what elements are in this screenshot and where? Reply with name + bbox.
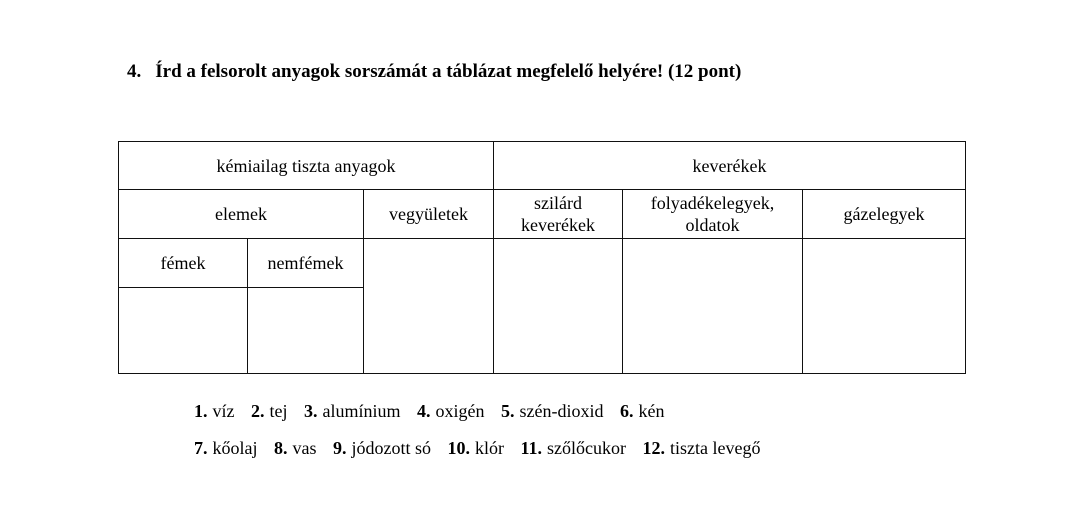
header-solid-mixtures: szilárd keverékek xyxy=(494,190,623,239)
header-compounds: vegyületek xyxy=(364,190,494,239)
substance-number: 3. xyxy=(304,401,318,421)
substance-name: klór xyxy=(475,438,504,458)
substance-item-4 xyxy=(417,401,485,421)
question-number: 4. xyxy=(127,61,142,82)
header-gas-mixtures: gázelegyek xyxy=(803,190,966,239)
substance-list-line-1 xyxy=(194,400,772,423)
substance-name: jódozott só xyxy=(351,438,431,458)
substance-item-11 xyxy=(521,438,627,458)
table-row-element-subheaders xyxy=(119,239,966,288)
substance-name: kőolaj xyxy=(212,438,258,458)
substance-number: 12. xyxy=(642,438,665,458)
substance-item-2 xyxy=(251,401,288,421)
substance-item-3 xyxy=(304,401,401,421)
substance-name: vas xyxy=(292,438,317,458)
substance-number: 8. xyxy=(274,438,288,458)
substance-name: alumínium xyxy=(322,401,401,421)
answer-cell-nonmetals xyxy=(248,288,364,374)
substance-name: szőlőcukor xyxy=(547,438,626,458)
substance-name: szén-dioxid xyxy=(519,401,604,421)
substance-number: 1. xyxy=(194,401,208,421)
substance-name: víz xyxy=(212,401,235,421)
answer-cell-metals xyxy=(119,288,248,374)
substance-number: 7. xyxy=(194,438,208,458)
substance-list xyxy=(194,400,772,474)
header-metals: fémek xyxy=(119,239,248,288)
table-row-group-headers xyxy=(119,142,966,190)
substance-number: 10. xyxy=(447,438,470,458)
header-nonmetals: nemfémek xyxy=(248,239,364,288)
header-pure-substances: kémiailag tiszta anyagok xyxy=(119,142,494,190)
substance-item-1 xyxy=(194,401,235,421)
substance-number: 11. xyxy=(520,438,543,458)
substance-item-12 xyxy=(643,438,761,458)
header-liquid-mixtures: folyadékelegyek, oldatok xyxy=(623,190,803,239)
header-mixtures: keverékek xyxy=(494,142,966,190)
substance-name: oxigén xyxy=(435,401,485,421)
substance-name: tej xyxy=(269,401,288,421)
substance-list-line-2 xyxy=(194,437,772,460)
question-title xyxy=(127,61,741,83)
substance-name: kén xyxy=(638,401,665,421)
substance-number: 5. xyxy=(501,401,515,421)
substance-number: 9. xyxy=(333,438,347,458)
substance-item-8 xyxy=(274,438,317,458)
answer-cell-gas-mixtures xyxy=(803,239,966,374)
substance-item-6 xyxy=(620,401,665,421)
answer-cell-solid-mixtures xyxy=(494,239,623,374)
substance-item-5 xyxy=(501,401,603,421)
substance-name: tiszta levegő xyxy=(670,438,761,458)
classification-table xyxy=(118,141,966,374)
substance-item-9 xyxy=(333,438,431,458)
substance-number: 2. xyxy=(251,401,265,421)
substance-number: 6. xyxy=(619,401,634,421)
substance-number: 4. xyxy=(417,401,431,421)
answer-cell-compounds xyxy=(364,239,494,374)
answer-cell-liquid-mixtures xyxy=(623,239,803,374)
question-text: Írd a felsorolt anyagok sorszámát a táblázat megfelelő helyére! (12 pont) xyxy=(155,61,742,82)
substance-item-7 xyxy=(194,438,258,458)
table-row-category-headers xyxy=(119,190,966,239)
substance-item-10 xyxy=(448,438,505,458)
header-elements: elemek xyxy=(119,190,364,239)
